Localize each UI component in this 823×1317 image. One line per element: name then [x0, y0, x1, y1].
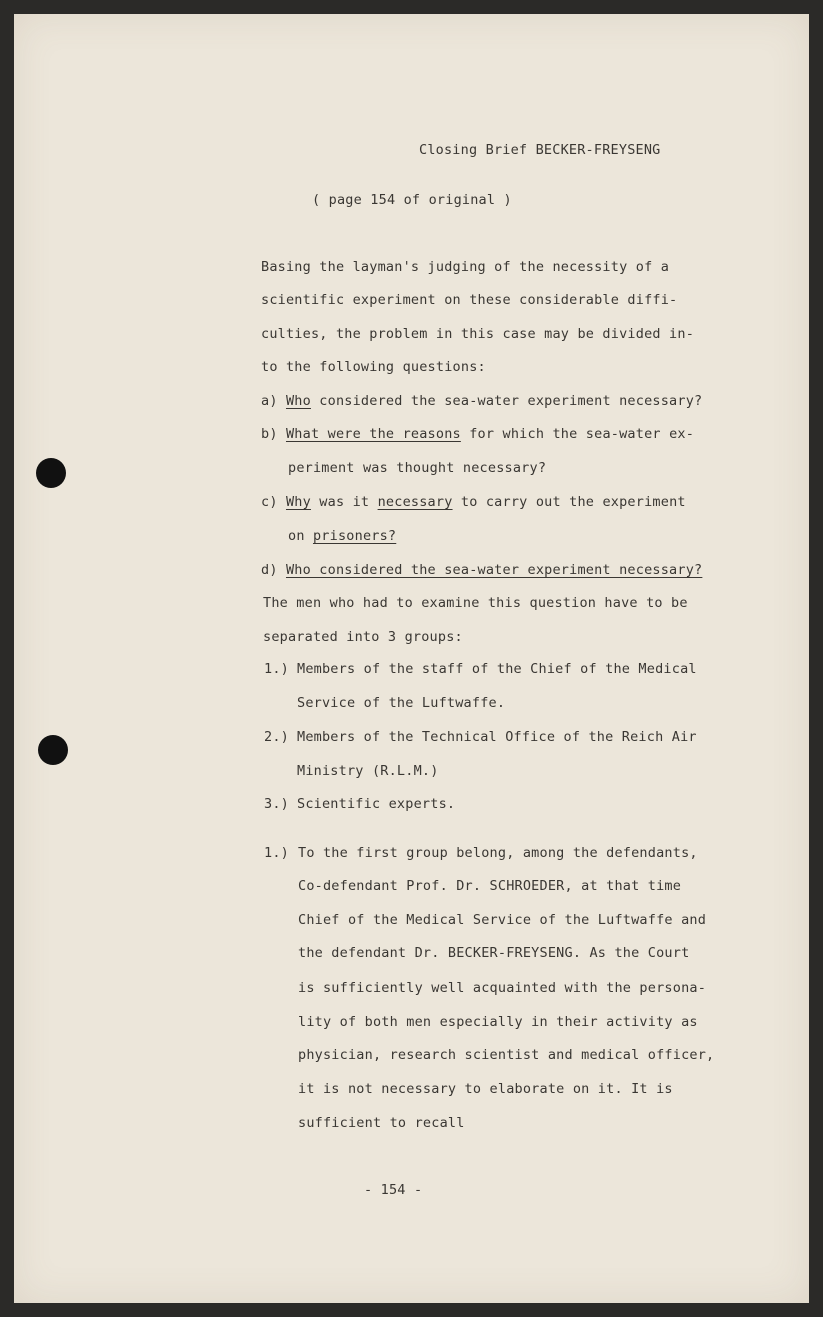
section-number: 1.) — [264, 845, 289, 861]
document-title: Closing Brief BECKER-FREYSENG — [419, 142, 661, 158]
question-text: to carry out the experiment — [452, 494, 686, 510]
question-underlined: Who considered the sea-water experiment necessary? — [285, 562, 703, 578]
question-underlined: prisoners? — [312, 528, 397, 544]
intro-line: to the following questions: — [261, 359, 486, 375]
group-number: 3.) — [264, 796, 289, 812]
section-line: sufficient to recall — [298, 1115, 465, 1131]
question-underlined: Who — [285, 393, 311, 409]
question-underlined: necessary — [377, 494, 453, 510]
intro-line: scientific experiment on these considerable diffi- — [261, 292, 678, 308]
question-label: a) — [261, 393, 278, 409]
section-line: physician, research scientist and medical officer, — [298, 1047, 715, 1063]
section-line: is sufficiently well acquainted with the persona- — [298, 980, 707, 996]
document-page — [14, 14, 809, 1303]
question-underlined: Why — [285, 494, 311, 510]
group-text: Members of the Technical Office of the Reich Air — [297, 729, 697, 745]
group-number: 1.) — [264, 661, 289, 677]
question-underlined: What were the reasons — [285, 426, 461, 442]
question-label: c) — [261, 494, 278, 510]
intro-line: Basing the layman's judging of the necessity of a — [261, 259, 670, 275]
question-text: considered the sea-water experiment necessary? — [310, 393, 703, 409]
question-d — [261, 562, 702, 578]
group-text: Members of the staff of the Chief of the Medical — [297, 661, 697, 677]
question-a — [261, 393, 702, 409]
section-line: Co-defendant Prof. Dr. SCHROEDER, at that time — [298, 878, 682, 894]
question-text: on — [288, 528, 313, 544]
question-c — [261, 494, 686, 510]
group-text: Scientific experts. — [297, 796, 456, 812]
question-b — [261, 426, 694, 442]
punch-hole-top — [36, 458, 66, 488]
punch-hole-bottom — [38, 735, 68, 765]
paragraph-line: separated into 3 groups: — [263, 629, 463, 645]
group-number: 2.) — [264, 729, 289, 745]
section-line: Chief of the Medical Service of the Luftwaffe and — [298, 912, 707, 928]
question-c-continuation — [288, 528, 396, 544]
paragraph-line: The men who had to examine this question have to be — [263, 595, 688, 611]
question-text: for which the sea-water ex- — [460, 426, 695, 442]
question-label: d) — [261, 562, 278, 578]
page-reference: ( page 154 of original ) — [312, 192, 512, 208]
intro-line: culties, the problem in this case may be divided in- — [261, 326, 695, 342]
section-line: lity of both men especially in their activity as — [298, 1014, 698, 1030]
question-b-continuation: periment was thought necessary? — [288, 460, 547, 476]
group-text: Ministry (R.L.M.) — [297, 763, 439, 779]
page-number: - 154 - — [364, 1182, 423, 1198]
group-text: Service of the Luftwaffe. — [297, 695, 506, 711]
question-text: was it — [310, 494, 378, 510]
section-line: it is not necessary to elaborate on it. It is — [298, 1081, 673, 1097]
question-label: b) — [261, 426, 278, 442]
section-line: the defendant Dr. BECKER-FREYSENG. As the Court — [298, 945, 690, 961]
section-line: To the first group belong, among the defendants, — [298, 845, 698, 861]
